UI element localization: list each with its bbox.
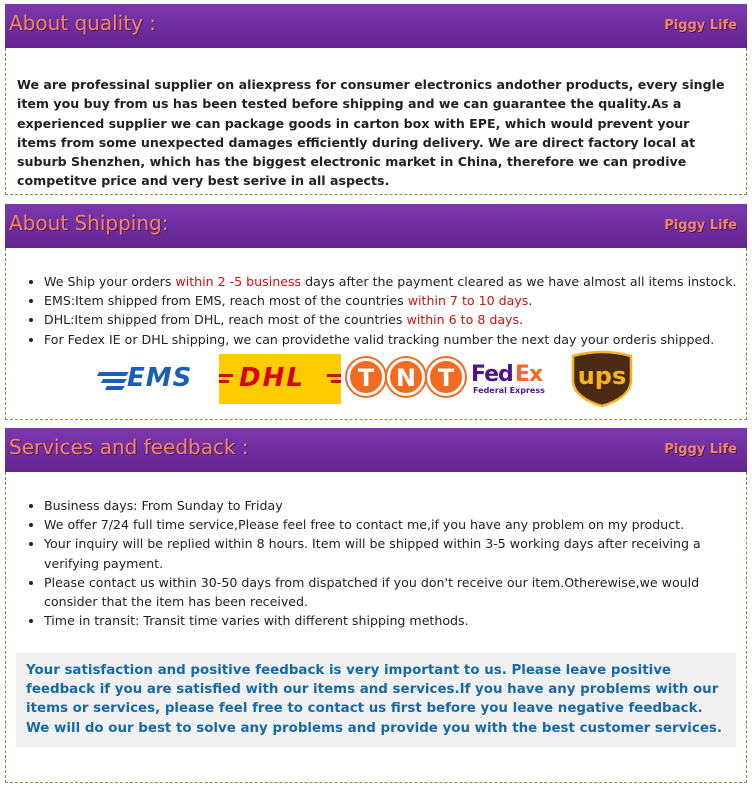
list-item: • We Ship your orders within 2 -5 business days after the payment cleared as we have almost all items instock. — [44, 272, 737, 291]
list-item: • Time in transit: Transit time varies with different shipping methods. — [44, 611, 724, 630]
fedex-logo — [471, 362, 561, 398]
fedex-fed: Fed — [471, 362, 513, 387]
brand-label: Piggy Life — [664, 18, 737, 33]
tnt-circle-n: N — [387, 358, 425, 396]
list-item: • DHL:Item shipped from DHL, reach most of the countries within 6 to 8 days. — [44, 310, 737, 329]
quality-text: We are professinal supplier on aliexpress for consumer electronics andother products, every single item you buy from us has been tested before shipping and we can guarantee the quality.As a experienced supplier we can package goods in carton box with EPE, which would prevent your items from some unexpected damages efficiently during delivery. We are direct factory local at suburb Shenzhen, which has the biggest electronic market in China, therefore we can prodive competitve price and very best serive in all aspects. — [17, 77, 725, 189]
fedex-sub: Federal Express — [473, 386, 545, 395]
quality-box — [5, 48, 747, 195]
shipping-banner — [5, 204, 747, 248]
ups-logo — [569, 350, 635, 408]
carrier-logos — [97, 354, 637, 406]
shipping-section — [5, 204, 747, 420]
quality-title: About quality : — [9, 11, 157, 35]
ems-text: EMS — [127, 363, 193, 393]
shipping-list — [27, 272, 737, 349]
services-box — [5, 472, 747, 783]
feedback-callout: Your satisfaction and positive feedback is very important to us. Please leave positive feedback if you are satisfied with our items and services.If you have any problems with our items or services, please feel free to contact us first before you leave negative feedback. We will do our best to solve any problems and provide you with the best customer services. — [16, 653, 736, 747]
dhl-text: DHL — [239, 363, 305, 393]
services-list — [27, 496, 724, 630]
brand-label: Piggy Life — [664, 442, 737, 457]
services-title: Services and feedback : — [9, 435, 249, 459]
services-section — [5, 428, 747, 783]
fedex-ex: Ex — [515, 362, 543, 387]
ups-text: ups — [577, 362, 627, 390]
dhl-logo — [219, 354, 341, 404]
list-item: • EMS:Item shipped from EMS, reach most of the countries within 7 to 10 days. — [44, 291, 737, 310]
ems-logo — [97, 364, 211, 394]
list-item: • Your inquiry will be replied within 8 hours. Item will be shipped within 3-5 working days after receiving a verifying payment. — [44, 534, 724, 572]
list-item: • Please contact us within 30-50 days from dispatched if you don't receive our item.Otherewise,we would consider that the item has been received. — [44, 573, 724, 611]
services-banner — [5, 428, 747, 472]
list-item: • Business days: From Sunday to Friday — [44, 496, 724, 515]
tnt-logo — [347, 358, 465, 400]
quality-section — [5, 4, 747, 195]
list-item: • We offer 7/24 full time service,Please feel free to contact me,if you have any problem on my product. — [44, 515, 724, 534]
brand-label: Piggy Life — [664, 218, 737, 233]
shipping-title: About Shipping: — [9, 211, 169, 235]
tnt-circle-t2: T — [427, 358, 465, 396]
shipping-box — [5, 248, 747, 420]
list-item: • For Fedex IE or DHL shipping, we can providethe valid tracking number the next day your orderis shipped. — [44, 330, 737, 349]
tnt-circle-t1: T — [347, 358, 385, 396]
quality-banner — [5, 4, 747, 48]
